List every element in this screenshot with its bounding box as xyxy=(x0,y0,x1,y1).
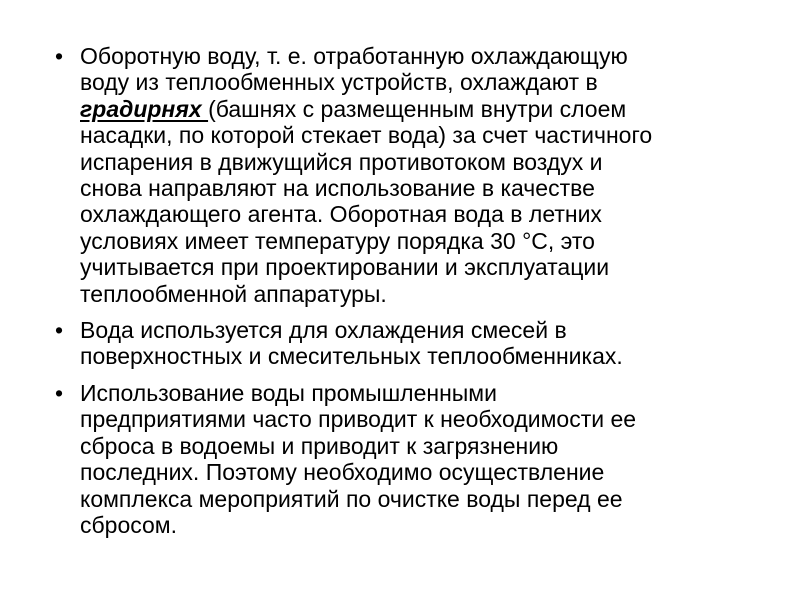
bullet-item-cooling-use xyxy=(50,317,770,370)
text-line: Оборотную воду, т. е. отработанную охлаждающую xyxy=(80,43,628,69)
text-line: учитывается при проектировании и эксплуатации xyxy=(80,254,610,281)
bullet-marker: • xyxy=(55,317,64,344)
bullet-marker: • xyxy=(55,379,64,406)
text-line: (башнях с размещенным внутри слоем xyxy=(208,95,627,122)
text-line: охлаждающего агента. Оборотная вода в летних xyxy=(80,201,602,228)
bullet-item-recycled-water xyxy=(50,43,770,307)
text-line: сброса в водоемы и приводит к загрязнению xyxy=(80,432,559,459)
text-line: условиях имеет температуру порядка 30 °С, это xyxy=(80,227,595,254)
bullet-marker: • xyxy=(55,43,64,69)
bullet-list xyxy=(50,43,770,548)
text-line: насадки, по которой стекает вода) за счет частичного xyxy=(80,122,653,149)
emphasized-term: градирнях xyxy=(80,95,209,122)
text-line: теплообменной аппаратуры. xyxy=(80,280,387,307)
text-line: сбросом. xyxy=(80,511,178,538)
text-line: испарения в движущийся противотоком воздух и xyxy=(80,148,603,175)
text-line: воду из теплообменных устройств, охлаждают в xyxy=(80,69,598,96)
text-line: Вода используется для охлаждения смесей в xyxy=(80,317,567,344)
text-line: предприятиями часто приводит к необходимости ее xyxy=(80,406,637,433)
text-line: последних. Поэтому необходимо осуществление xyxy=(80,459,605,486)
text-line: Использование воды промышленными xyxy=(80,379,497,406)
bullet-item-water-discharge xyxy=(50,380,770,538)
text-line: снова направляют на использование в качестве xyxy=(80,175,595,202)
text-line: поверхностных и смесительных теплообменниках. xyxy=(80,343,623,370)
text-line: комплекса мероприятий по очистке воды перед ее xyxy=(80,485,623,512)
